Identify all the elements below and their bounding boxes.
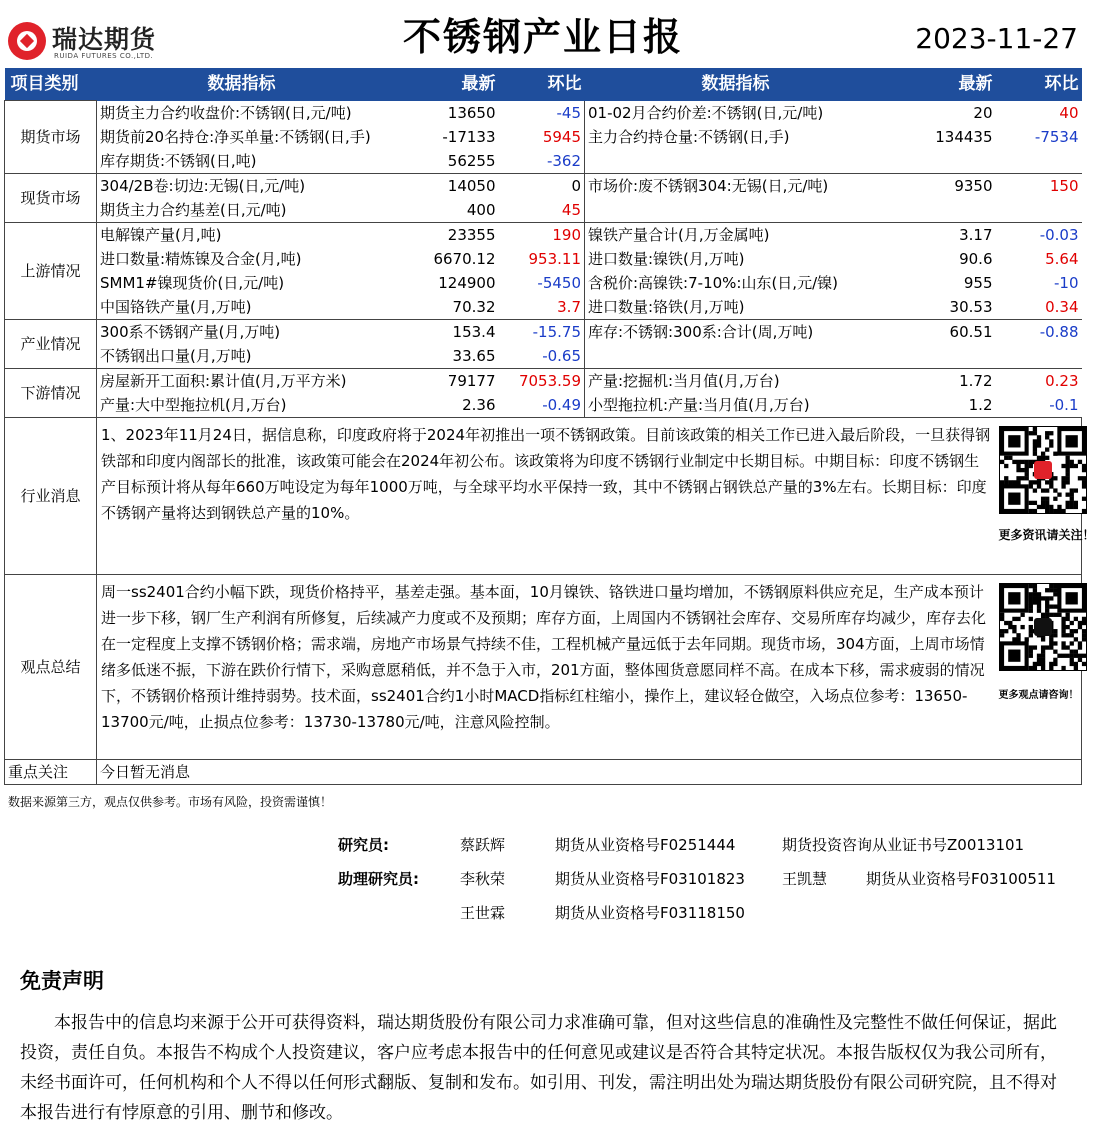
latest-value: 30.53 xyxy=(887,295,996,320)
indicator-name: 300系不锈钢产量(月,万吨) xyxy=(100,323,281,341)
table-row xyxy=(5,198,1082,223)
change-value: 0 xyxy=(571,177,581,195)
indicator-name: 进口数量:镍铁(月,万吨) xyxy=(585,247,887,271)
qr-code-icon xyxy=(999,426,1087,514)
qr-pattern-icon xyxy=(1000,584,1086,670)
view-text: 周一ss2401合约小幅下跌，现货价格持平，基差走强。基本面，10月镍铁、铬铁进口量均增加，不锈钢原料供应充足，生产成本预计进一步下移，钢厂生产利润有所修复，后续减产力度或不及预期；库存方面，上周国内不锈钢社会库存、交易所库存均减少，库存去化在一定程度上支撑不锈钢价格；需求端，房地产市场景气持续不佳，工程机械产量远低于去年同期。现货市场，304方面，上周市场情绪多低迷不振，下游在跌价行情下，采购意愿稍低，并不急于入市，201方面，整体囤货意愿同样不高。在成本下移，需求疲弱的情况下，不锈钢价格预计维持弱势。技术面，ss2401合约1小时MACD指标红柱缩小，操作上，建议轻仓做空，入场点位参考：13650-13700元/吨，止损点位参考：13730-13780元/吨，注意风险控制。 xyxy=(97,575,996,760)
indicator-name xyxy=(585,344,887,369)
report-header xyxy=(0,0,1086,68)
logo-text: 瑞达期货 xyxy=(52,25,157,54)
report-date: 2023-11-27 xyxy=(915,22,1078,55)
table-row xyxy=(5,344,1082,369)
table-row xyxy=(5,393,1082,418)
latest-value: 6670.12 xyxy=(433,250,496,268)
qr-pattern-icon xyxy=(1000,427,1086,513)
researcher-label: 研究员: xyxy=(338,836,389,854)
change-value: -362 xyxy=(499,149,585,174)
change-value: 45 xyxy=(499,198,585,223)
header-change: 环比 xyxy=(499,68,585,101)
latest-value: 56255 xyxy=(387,149,499,174)
table-row xyxy=(5,223,1082,248)
table-row xyxy=(5,174,1082,199)
researcher-cert: 期货从业资格号F0251444 xyxy=(555,836,736,854)
table-row xyxy=(5,369,1082,394)
change-value: 150 xyxy=(1049,177,1079,195)
category-cell: 行业消息 xyxy=(5,418,97,575)
change-value: 0.23 xyxy=(1045,372,1079,390)
latest-value: -17133 xyxy=(442,127,496,146)
indicator-name xyxy=(585,198,887,223)
table-row xyxy=(5,271,1082,295)
table-row xyxy=(5,247,1082,271)
indicator-name: 库存:不锈钢:300系:合计(周,万吨) xyxy=(585,320,887,345)
change-value: -0.1 xyxy=(996,393,1082,418)
latest-value xyxy=(887,149,996,174)
change-value: 5945 xyxy=(542,127,581,146)
change-value: 190 xyxy=(552,226,581,244)
indicator-name: SMM1#镍现货价(日,元/吨) xyxy=(100,274,285,292)
category-cell: 重点关注 xyxy=(5,760,97,785)
indicator-name: 不锈钢出口量(月,万吨) xyxy=(97,344,387,369)
assistant-cert-3: 期货从业资格号F03118150 xyxy=(555,904,745,922)
assistant-name-3: 王世霖 xyxy=(460,904,506,922)
latest-value: 79177 xyxy=(447,372,496,390)
category-cell: 上游情况 xyxy=(5,223,97,320)
change-value: 953.11 xyxy=(528,250,581,268)
view-qr-cell xyxy=(996,575,1082,760)
change-value: 40 xyxy=(1059,103,1079,122)
data-table xyxy=(4,68,1095,785)
latest-value: 9350 xyxy=(954,177,993,195)
report-title: 不锈钢产业日报 xyxy=(402,15,683,59)
latest-value: 33.65 xyxy=(387,344,499,369)
header-latest: 最新 xyxy=(387,68,499,101)
latest-value: 2.36 xyxy=(387,393,499,418)
latest-value: 14050 xyxy=(447,177,496,195)
category-cell: 现货市场 xyxy=(5,174,97,223)
latest-value: 23355 xyxy=(447,226,496,244)
change-value xyxy=(996,149,1082,174)
change-value: 0.34 xyxy=(996,295,1082,320)
change-value: -0.65 xyxy=(499,344,585,369)
category-cell: 期货市场 xyxy=(5,101,97,174)
change-value: -45 xyxy=(556,103,581,122)
table-row xyxy=(5,101,1082,125)
header-indicator: 数据指标 xyxy=(97,68,387,101)
footnote: 数据来源第三方，观点仅供参考。市场有风险，投资需谨慎！ xyxy=(8,795,333,809)
latest-value: 70.32 xyxy=(387,295,499,320)
change-value: 7053.59 xyxy=(518,372,581,390)
indicator-name: 小型拖拉机:产量:当月值(月,万台) xyxy=(585,393,887,418)
latest-value: 955 xyxy=(963,274,993,292)
change-value xyxy=(996,344,1082,369)
focus-text: 今日暂无消息 xyxy=(97,760,1082,785)
header-category: 项目类别 xyxy=(5,68,97,101)
assistant-cert-2: 期货从业资格号F03100511 xyxy=(866,870,1056,888)
logo-subtext: RUIDA FUTURES CO.,LTD. xyxy=(54,52,154,60)
indicator-name: 电解镍产量(月,吨) xyxy=(100,226,222,244)
indicator-name: 中国铬铁产量(月,万吨) xyxy=(97,295,387,320)
indicator-name: 房屋新开工面积:累计值(月,万平方米) xyxy=(100,372,347,390)
indicator-name: 镍铁产量合计(月,万金属吨) xyxy=(585,223,887,248)
latest-value: 134435 xyxy=(935,127,993,146)
table-header-row xyxy=(5,68,1082,101)
latest-value: 124900 xyxy=(438,274,496,292)
assistant-label: 助理研究员: xyxy=(338,870,419,888)
latest-value: 90.6 xyxy=(959,250,993,268)
table-row xyxy=(5,149,1082,174)
indicator-name: 产量:大中型拖拉机(月,万台) xyxy=(97,393,387,418)
latest-value: 20 xyxy=(973,103,993,122)
view-row xyxy=(5,575,1082,760)
change-value: 3.7 xyxy=(499,295,585,320)
assistant-name-2: 王凯慧 xyxy=(782,870,828,888)
change-value: 5.64 xyxy=(1045,250,1079,268)
indicator-name: 进口数量:精炼镍及合金(月,吨) xyxy=(100,250,302,268)
indicator-name: 市场价:废不锈钢304:无锡(日,元/吨) xyxy=(585,174,887,199)
change-value: -0.49 xyxy=(499,393,585,418)
change-value: -5450 xyxy=(537,274,581,292)
latest-value: 13650 xyxy=(447,103,496,122)
change-value: -10 xyxy=(1054,274,1079,292)
latest-value: 1.2 xyxy=(887,393,996,418)
category-cell: 下游情况 xyxy=(5,369,97,418)
researcher-cert-2: 期货投资咨询从业证书号Z0013101 xyxy=(782,836,1025,854)
table-row xyxy=(5,295,1082,320)
latest-value: 400 xyxy=(387,198,499,223)
news-text: 1、2023年11月24日，据信息称，印度政府将于2024年初推出一项不锈钢政策。目前该政策的相关工作已进入最后阶段，一旦获得钢铁部和印度内阁部长的批准，该政策可能会在2024年初公布。该政策将为印度不锈钢行业制定中长期目标。中期目标：印度不锈钢生产目标预计将从每年660万吨设定为每年1000万吨，与全球平均水平保持一致，其中不锈钢占钢铁总产量的3%左右。长期目标：印度不锈钢产量将达到钢铁总产量的10%。 xyxy=(97,418,996,575)
researcher-name: 蔡跃辉 xyxy=(460,836,506,854)
latest-value: 153.4 xyxy=(452,323,496,341)
category-cell: 产业情况 xyxy=(5,320,97,369)
indicator-name: 期货前20名持仓:净买单量:不锈钢(日,手) xyxy=(100,127,371,146)
indicator-name: 01-02月合约价差:不锈钢(日,元/吨) xyxy=(585,101,887,125)
header-latest-2: 最新 xyxy=(887,68,996,101)
indicator-name: 304/2B卷:切边:无锡(日,元/吨) xyxy=(100,177,306,195)
table-row xyxy=(5,320,1082,345)
category-cell: 观点总结 xyxy=(5,575,97,760)
header-indicator-2: 数据指标 xyxy=(585,68,887,101)
indicator-name xyxy=(585,149,887,174)
disclaimer-title: 免责声明 xyxy=(20,969,104,993)
disclaimer-text: 本报告中的信息均来源于公开可获得资料，瑞达期货股份有限公司力求准确可靠，但对这些信息的准确性及完整性不做任何保证，据此投资，责任自负。本报告不构成个人投资建议，客户应考虑本报告中的任何意见或建议是否符合其特定状况。本报告版权仅为我公司所有，未经书面许可，任何机构和个人不得以任何形式翻版、复制和发布。如引用、刊发，需注明出处为瑞达期货股份有限公司研究院，且不得对本报告进行有悖原意的引用、删节和修改。 xyxy=(20,1013,1057,1123)
qr-caption: 更多观点请咨询！ xyxy=(998,690,1079,701)
indicator-name: 库存期货:不锈钢(日,吨) xyxy=(97,149,387,174)
news-qr-cell xyxy=(996,418,1095,575)
latest-value: 60.51 xyxy=(949,323,993,341)
news-row xyxy=(5,418,1082,575)
change-value: -0.88 xyxy=(1039,323,1079,341)
change-value: -7534 xyxy=(1034,127,1079,146)
indicator-name: 进口数量:铬铁(月,万吨) xyxy=(585,295,887,320)
assistant-name-1: 李秋荣 xyxy=(460,870,506,888)
assistant-cert-1: 期货从业资格号F03101823 xyxy=(555,870,745,888)
indicator-name: 产量:挖掘机:当月值(月,万台) xyxy=(585,369,887,394)
qr-caption: 更多资讯请关注！ xyxy=(998,528,1095,542)
latest-value xyxy=(887,344,996,369)
indicator-name: 期货主力合约收盘价:不锈钢(日,元/吨) xyxy=(100,103,352,122)
change-value: -0.03 xyxy=(1039,226,1079,244)
latest-value xyxy=(887,198,996,223)
table-row xyxy=(5,125,1082,149)
latest-value: 1.72 xyxy=(959,372,993,390)
qr-code-icon xyxy=(999,583,1087,671)
indicator-name: 含税价:高镍铁:7-10%:山东(日,元/镍) xyxy=(585,271,887,295)
focus-row xyxy=(5,760,1082,785)
header-change-2: 环比 xyxy=(996,68,1082,101)
indicator-name: 期货主力合约基差(日,元/吨) xyxy=(97,198,387,223)
latest-value: 3.17 xyxy=(959,226,993,244)
change-value: -15.75 xyxy=(532,323,581,341)
change-value xyxy=(996,198,1082,223)
indicator-name: 主力合约持仓量:不锈钢(日,手) xyxy=(585,125,887,149)
